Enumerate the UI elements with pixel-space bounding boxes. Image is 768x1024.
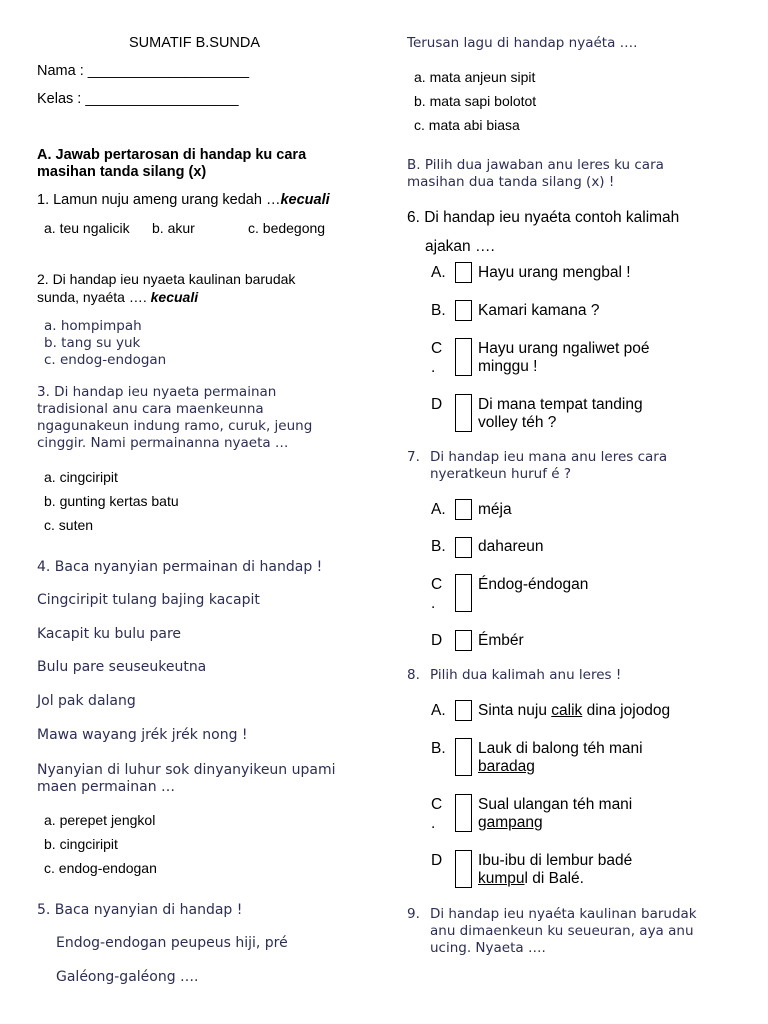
q7-option-c: Éndog-éndogan	[478, 576, 589, 593]
section-b-title-line1: B. Pilih dua jawaban anu leres ku cara	[407, 157, 664, 173]
question-9-line1: Di handap ieu nyaéta kaulinan barudak	[430, 906, 697, 922]
question-9-number: 9.	[407, 906, 420, 922]
q8-checkbox-c[interactable]	[455, 794, 472, 832]
question-3-line1: 3. Di handap ieu nyaeta permainan	[37, 384, 277, 400]
question-3-line3: ngagunakeun indung ramo, curuk, jeung	[37, 418, 313, 434]
q6-label-b: B.	[431, 302, 446, 319]
q8-option-d-post: l di Balé.	[524, 870, 584, 887]
q8-option-c-line2: gampang	[478, 814, 543, 831]
section-a-title-line2: masihan tanda silang (x)	[37, 164, 207, 180]
song-4-line4: Jol pak dalang	[37, 693, 136, 709]
question-5-text: 5. Baca nyanyian di handap !	[37, 902, 243, 918]
question-1-option-c[interactable]: c. bedegong	[248, 220, 326, 236]
q8-option-a	[478, 701, 670, 720]
song-5-line1: Endog-endogan peupeus hiji, pré	[56, 935, 288, 951]
q7-label-c-dot: .	[431, 595, 436, 612]
q8-label-a: A.	[431, 702, 446, 719]
question-9-line3: ucing. Nyaeta ….	[430, 940, 546, 956]
question-2-line1: 2. Di handap ieu nyaeta kaulinan barudak	[37, 271, 296, 287]
worksheet-title: SUMATIF B.SUNDA	[129, 35, 261, 51]
question-9-line2: anu dimaenkeun ku seueuran, aya anu	[430, 923, 694, 939]
question-4-option-a[interactable]: a. perepet jengkol	[44, 812, 156, 828]
q7-option-b: dahareun	[478, 538, 544, 555]
question-3-line2: tradisional anu cara maenkeunna	[37, 401, 264, 417]
q8-option-a-post: dina jojodog	[582, 702, 671, 719]
q6-label-d: D	[431, 396, 443, 413]
q6-checkbox-b[interactable]	[455, 300, 472, 321]
q6-option-c-line1: Hayu urang ngaliwet poé	[478, 340, 650, 357]
q6-label-a: A.	[431, 264, 446, 281]
question-2-emphasis: kecuali	[150, 289, 199, 305]
question-1	[37, 191, 330, 209]
question-2-option-b[interactable]: b. tang su yuk	[44, 335, 141, 351]
q8-label-c-dot: .	[431, 815, 436, 832]
class-field[interactable]: Kelas : ___________________	[37, 91, 239, 107]
q6-checkbox-a[interactable]	[455, 262, 472, 283]
q7-checkbox-d[interactable]	[455, 630, 472, 651]
q8-label-c: C	[431, 796, 443, 813]
q7-checkbox-a[interactable]	[455, 499, 472, 520]
name-field[interactable]: Nama : ____________________	[37, 63, 250, 79]
question-3-line4: cinggir. Nami permainanna nyaeta …	[37, 435, 289, 451]
q8-label-b: B.	[431, 740, 446, 757]
song-4-line3: Bulu pare seuseukeutna	[37, 659, 207, 675]
question-3-option-b[interactable]: b. gunting kertas batu	[44, 493, 179, 509]
question-4-prompt-line2: maen permainan …	[37, 779, 176, 795]
q8-checkbox-a[interactable]	[455, 700, 472, 721]
question-3-option-a[interactable]: a. cingciripit	[44, 469, 118, 485]
question-5-continuation: Terusan lagu di handap nyaéta ….	[407, 35, 638, 51]
question-2-line2	[37, 289, 198, 306]
q8-checkbox-b[interactable]	[455, 738, 472, 776]
q8-option-d-underlined: kumpu	[478, 870, 525, 887]
question-5-option-a[interactable]: a. mata anjeun sipit	[414, 69, 536, 85]
q6-label-c: C	[431, 340, 443, 357]
question-1-emphasis: kecuali	[280, 192, 330, 208]
q8-label-d: D	[431, 852, 443, 869]
question-4-text: 4. Baca nyanyian permainan di handap !	[37, 559, 323, 575]
q6-option-d-line2: volley téh ?	[478, 414, 557, 431]
question-7-line1: Di handap ieu mana anu leres cara	[430, 449, 668, 465]
q8-option-b-line2: baradag	[478, 758, 535, 775]
question-2-option-a[interactable]: a. hompimpah	[44, 318, 142, 334]
q8-option-a-underlined: calik	[551, 702, 583, 719]
q7-option-d: Émbér	[478, 632, 524, 649]
q6-option-b: Kamari kamana ?	[478, 302, 600, 319]
q6-checkbox-d[interactable]	[455, 394, 472, 432]
q7-checkbox-b[interactable]	[455, 537, 472, 558]
question-2-text: sunda, nyaéta ….	[37, 289, 151, 305]
q7-option-a: méja	[478, 501, 512, 518]
question-5-option-b[interactable]: b. mata sapi bolotot	[414, 93, 537, 109]
question-6-line1: 6. Di handap ieu nyaéta contoh kalimah	[407, 209, 680, 226]
q6-option-c-line2: minggu !	[478, 358, 538, 375]
q7-label-b: B.	[431, 538, 446, 555]
question-1-option-a[interactable]: a. teu ngalicik	[44, 220, 130, 236]
q6-option-d-line1: Di mana tempat tanding	[478, 396, 643, 413]
q8-option-b-line1: Lauk di balong téh mani	[478, 740, 643, 757]
question-4-prompt-line1: Nyanyian di luhur sok dinyanyikeun upami	[37, 762, 336, 778]
q6-label-c-dot: .	[431, 359, 436, 376]
section-b-title-line2: masihan dua tanda silang (x) !	[407, 174, 615, 190]
section-a-title-line1: A. Jawab pertarosan di handap ku cara	[37, 147, 307, 163]
q8-option-a-pre: Sinta nuju	[478, 702, 552, 719]
question-5-option-c[interactable]: c. mata abi biasa	[414, 117, 520, 133]
question-7-number: 7.	[407, 449, 420, 465]
question-8-text: Pilih dua kalimah anu leres !	[430, 667, 622, 683]
q7-label-c: C	[431, 576, 443, 593]
q8-option-c-line1: Sual ulangan téh mani	[478, 796, 633, 813]
q6-option-a: Hayu urang mengbal !	[478, 264, 631, 281]
q6-checkbox-c[interactable]	[455, 338, 472, 376]
q7-checkbox-c[interactable]	[455, 574, 472, 612]
question-8-number: 8.	[407, 667, 420, 683]
song-4-line1: Cingciripit tulang bajing kacapit	[37, 592, 260, 608]
question-2-option-c[interactable]: c. endog-endogan	[44, 352, 167, 368]
question-1-text: 1. Lamun nuju ameng urang kedah …	[37, 192, 281, 208]
q7-label-d: D	[431, 632, 443, 649]
question-6-line2: ajakan ….	[425, 238, 495, 255]
q8-option-d-line1: Ibu-ibu di lembur badé	[478, 852, 633, 869]
q8-option-d-line2	[478, 869, 584, 888]
question-4-option-b[interactable]: b. cingciripit	[44, 836, 118, 852]
q8-checkbox-d[interactable]	[455, 850, 472, 888]
song-5-line2: Galéong-galéong ….	[56, 969, 199, 985]
question-4-option-c[interactable]: c. endog-endogan	[44, 860, 157, 876]
song-4-line5: Mawa wayang jrék jrék nong !	[37, 727, 248, 743]
q7-label-a: A.	[431, 501, 446, 518]
question-3-option-c[interactable]: c. suten	[44, 517, 94, 533]
song-4-line2: Kacapit ku bulu pare	[37, 626, 182, 642]
question-1-option-b[interactable]: b. akur	[152, 220, 195, 236]
question-7-line2: nyeratkeun huruf é ?	[430, 466, 572, 482]
